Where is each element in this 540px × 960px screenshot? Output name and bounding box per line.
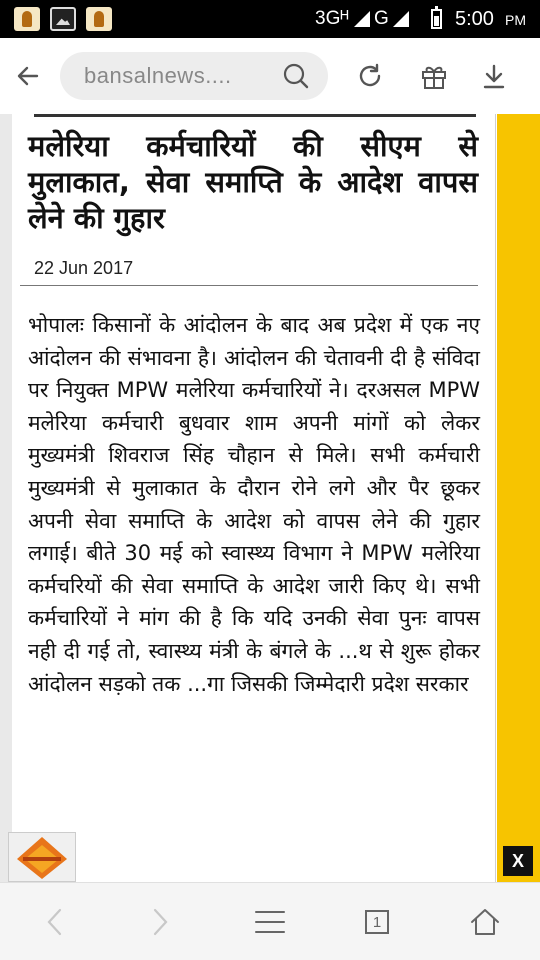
arrow-left-icon bbox=[15, 63, 41, 89]
article bbox=[12, 114, 496, 882]
article-headline: मलेरिया कर्मचारियों की सीएम से मुलाकात, सेवा समाप्ति के आदेश वापस लेने की गुहार bbox=[28, 129, 478, 235]
status-bar bbox=[0, 0, 540, 38]
battery-icon bbox=[431, 9, 442, 29]
network-type: 3Gᴴ bbox=[315, 8, 349, 29]
gift-icon bbox=[419, 61, 449, 91]
gallery-icon bbox=[50, 7, 76, 31]
article-divider bbox=[20, 285, 478, 286]
nav-back-button[interactable] bbox=[30, 897, 80, 947]
chevron-left-icon bbox=[43, 907, 67, 937]
web-content[interactable] bbox=[0, 114, 540, 882]
floating-ad-logo[interactable] bbox=[8, 832, 76, 882]
tabs-button[interactable] bbox=[352, 897, 402, 947]
search-icon bbox=[282, 62, 310, 90]
home-button[interactable] bbox=[460, 897, 510, 947]
hamburger-menu-icon bbox=[255, 909, 285, 935]
signal-icon-2 bbox=[393, 11, 409, 27]
bansal-news-app-icon bbox=[14, 7, 40, 31]
download-icon bbox=[480, 62, 508, 90]
article-body: भोपालः किसानों के आंदोलन के बाद अब प्रदेश में एक नए आंदोलन की संभावना है। आंदोलन की चेतावनी दी है संविदा पर नियुक्त MPW मलेरिया कर्मचारियों ने। दरअसल MPW मलेरिया कर्मचारी बुधवार शाम अपनी मांगों को लेकर मुख्यमंत्री शिवराज सिंह चौहान से मिले। सभी कर्मचारी मुख्यमंत्री से मुलाकात के दौरान रोने लगे और पैर छूकर अपनी सेवा समाप्ति के आदेश को वापस लेने की गुहार लगाई। बीते 30 मई को स्वास्थ्य विभाग ने MPW मलेरिया कर्मचरियों की सेवा समाप्ति के आदेश जारी किए थे। सभी कर्मचारियों ने मांग की है कि यदि उनकी सेवा पुनः वापस नही दी गई तो, स्वास्थ्य मंत्री के बंगले के ...थ से शुरू होकर आंदोलन सड़को तक ...गा जिसकी जिम्मेदारी प्रदेश सरकार bbox=[28, 313, 480, 696]
chevron-right-icon bbox=[148, 907, 172, 937]
page-left-gutter bbox=[0, 114, 12, 882]
tab-count: 1 bbox=[372, 913, 382, 931]
browser-toolbar bbox=[0, 38, 540, 114]
reload-icon bbox=[355, 61, 385, 91]
url-bar[interactable] bbox=[60, 52, 328, 100]
download-button[interactable] bbox=[474, 56, 514, 96]
url-text: bansalnews.... bbox=[84, 63, 232, 88]
nav-forward-button[interactable] bbox=[135, 897, 185, 947]
article-top-divider bbox=[34, 114, 476, 117]
bansal-logo-icon bbox=[9, 833, 75, 881]
clock-ampm: PM bbox=[505, 12, 526, 28]
gift-button[interactable] bbox=[414, 56, 454, 96]
page-side-banner bbox=[497, 114, 540, 882]
url-search-button[interactable] bbox=[278, 58, 314, 94]
clock-time: 5:00 bbox=[455, 8, 494, 30]
home-icon bbox=[469, 907, 501, 937]
network-type-2: G bbox=[374, 8, 389, 29]
signal-icon bbox=[354, 11, 370, 27]
ad-close-button[interactable]: X bbox=[503, 846, 533, 876]
menu-button[interactable] bbox=[245, 897, 295, 947]
reload-button[interactable] bbox=[350, 56, 390, 96]
article-date: 22 Jun 2017 bbox=[34, 258, 134, 278]
bansal-news-app-icon-2 bbox=[86, 7, 112, 31]
browser-bottom-nav bbox=[0, 882, 540, 960]
back-button[interactable] bbox=[8, 56, 48, 96]
